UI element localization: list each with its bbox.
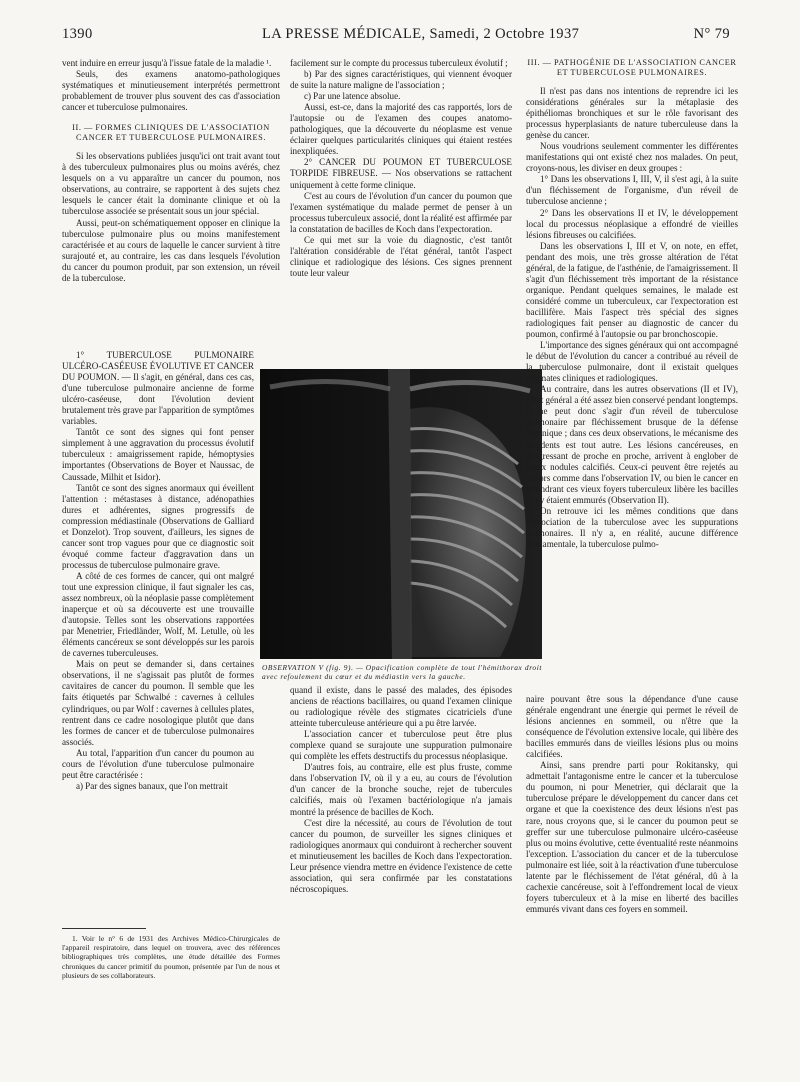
paragraph: Tantôt ce sont des signes anormaux qui éveillent l'attention : métastases à distance, adénopathies dures et adhérentes, signes progressifs de compression médiastinale (Observations de Galliard et Donzelot). Trop souvent, d'ailleurs, les signes de cancer sont trop vagues pour que ce diagnostic soit évoqué comme facteur d'aggravation dans un processus de tuberculose pulmonaire grave.: [62, 482, 254, 570]
paragraph: Mais on peut se demander si, dans certaines observations, il ne s'agissait pas plutôt de formes cavitaires de cancer du poumon. Il semble que les faits étiquetés par Schwalbé : cavernes à cellules cylindriques, ou par Wolf : cavernes à cellules plates, rentrent dans ce cadre nosologique plutôt que dans les formes de cancer et de tuberculose pulmonaires associés.: [62, 659, 254, 747]
paragraph: Dans les observations I, III et V, on note, en effet, pendant des mois, une très grosse altération de l'état général, de la fatigue, de l'asthénie, de l'amaigrissement. Il s'agit d'un fléchissement très important de la résistance organique. Pendant quelques semaines, le malade est considéré comme un tuberculeux, car l'expectoration est bacillifère. Mais l'aspect très spécial des signes radiologiques fait penser au diagnostic de cancer du poumon, confirmé à l'autopsie ou par bronchoscopie.: [526, 240, 738, 340]
journal-title: LA PRESSE MÉDICALE, Samedi, 2 Octobre 1937: [262, 26, 580, 42]
footnote-text: 1. Voir le n° 6 de 1931 des Archives Médico-Chirurgicales de l'appareil respiratoire, dans lequel on trouvera, avec des références bibliographiques très complètes, une étude détaillée des Formes chroniques du cancer primitif du poumon, présentée par l'un de nous et plusieurs de ses collaborateurs.: [62, 934, 280, 980]
paragraph: Au total, l'apparition d'un cancer du poumon au cours de l'évolution d'une tuberculose pulmonaire peut être caractérisée :: [62, 747, 254, 780]
paragraph: 1° Dans les observations I, III, V, il s'est agi, à la suite d'un fléchissement de l'organisme, d'un réveil de tuberculose ancienne ;: [526, 174, 738, 207]
paragraph: facilement sur le compte du processus tuberculeux évolutif ;: [290, 58, 508, 68]
column-1-bottom: [62, 350, 254, 792]
paragraph: C'est dire la nécessité, au cours de l'évolution de tout cancer du poumon, de surveiller les signes cliniques et radiologiques anormaux qui conduiront à rechercher souvent et minutieusement les bacilles de Koch dans l'expectoration. Leur présence viendra mettre en évidence l'existence de cette association, qui sera confirmée par les constatations nécroscopiques.: [290, 817, 512, 894]
paragraph: Ainsi, sans prendre parti pour Rokitansky, qui admettait l'antagonisme entre le cancer et la tuberculose du poumon, ni pour Menetrier, qui déclarait que la tuberculose prépare le développement du cancer dans cet organe et que la coexistence des deux lésions n'est pas rare, nous croyons que, si le cancer du poumon peut se greffer sur une tuberculose pulmonaire ulcéro-caséeuse plus ou moins évolutive, cette éventualité reste néanmoins l'exception. L'association du cancer et de la tuberculose pulmonaire est liée, soit à la réactivation d'une tuberculose latente par le fléchissement de l'état général, dû à la cachexie cancéreuse, soit à l'effondrement local de vieux foyers tuberculeux et à la mise en liberté des bacilles emmurés vivant dans ces foyers en sommeil.: [526, 760, 738, 914]
section-heading-3: III. — PATHOGÉNIE DE L'ASSOCIATION CANCER ET TUBERCULOSE PULMONAIRES.: [527, 58, 737, 77]
paragraph: A côté de ces formes de cancer, qui ont malgré tout une expression clinique, il faut signaler les cas, assez nombreux, où la néoplasie passe complètement inaperçue et où sa découverte est une trouvaille d'autopsie. Telles sont les observations rapportées par Menetrier, Friedländer, Wolf, M. Letulle, où les éléments cancéreux se sont développés sur les parois de cavernes tuberculeuses.: [62, 570, 254, 659]
radiograph-figure: [260, 369, 542, 659]
column-3-top: [526, 58, 738, 550]
paragraph: vent induire en erreur jusqu'à l'issue fatale de la maladie ¹.: [62, 58, 272, 68]
paragraph: L'importance des signes généraux qui ont accompagné le début de l'évolution du cancer a contribué au réveil de la tuberculose pulmonaire, dont il existait quelques stigmates cliniques et radiologiques.: [526, 340, 738, 384]
paragraph: quand il existe, dans le passé des malades, des épisodes anciens de réactions bacillaires, ou quand l'examen clinique ou radiologique révèle des stigmates cicatriciels d'une atteinte tuberculeuse antérieure qui a pu être larvée.: [290, 685, 512, 729]
paragraph: 2° CANCER DU POUMON ET TUBERCULOSE TORPIDE FIBREUSE. — Nos observations se rattachent uniquement à cette forme clinique.: [290, 157, 512, 190]
chest-xray-image: [260, 369, 542, 659]
page-number: 1390: [62, 26, 93, 42]
footnote-rule: [62, 928, 146, 929]
paragraph: c) Par une latence absolue.: [304, 91, 401, 102]
section-heading-2: II. — FORMES CLINIQUES DE L'ASSOCIATION CANCER ET TUBERCULOSE PULMONAIRES.: [72, 123, 270, 143]
paragraph: Seuls, des examens anatomo-pathologiques systématiques et minutieusement interprétés permettront probablement de trouver plus souvent des cas d'association cancer et tuberculose pulmonaires.: [62, 69, 280, 113]
paragraph: On retrouve ici les mêmes conditions que dans l'association de la tuberculose avec les suppurations pulmonaires. Il n'y a, en réalité, aucune différence fondamentale, la tuberculose pulmo-: [526, 505, 738, 549]
paragraph: 1° TUBERCULOSE PULMONAIRE ULCÉRO-CASÉEUSE ÉVOLUTIVE ET CANCER DU POUMON. — Il s'agit, en général, dans ces cas, d'une tuberculose pulmonaire ancienne de forme ulcéro-caséeuse, dont l'évolution devient brutalement très grave par l'apparition de symptômes variables.: [62, 350, 254, 427]
figure-caption: OBSERVATION V (fig. 9). — Opacification complète de tout l'hémithorax droit avec refoulement du cœur et du médiastin vers la gauche.: [262, 663, 542, 681]
paragraph: naire pouvant être sous la dépendance d'une cause générale engendrant une énergie qui permet le réveil de lésions anciennes en sommeil, ou n'être que la conséquence de l'évolution extensive locale, qui libère des bacilles emmurés dans de vieilles lésions plus ou moins calcifiées.: [526, 694, 738, 760]
paragraph: Au contraire, dans les autres observations (II et IV), l'état général a été assez bien conservé pendant longtemps. Il ne peut donc s'agir d'un réveil de tuberculose pulmonaire par fléchissement brusque de la défense organique ; dans ces deux observations, le mécanisme des accidents est tout autre. Les lésions cancéreuses, en progressant de proche en proche, arrivent à englober de vieux nodules calcifiés. Ceux-ci peuvent être rejetés au dehors comme dans l'observation IV, ou bien le cancer en effondrant ces vieux foyers tuberculeux libère les bacilles qui y étaient emmurés (Observation II).: [526, 384, 738, 505]
column-1-top: [62, 58, 280, 284]
paragraph: a) Par des signes banaux, que l'on mettrait: [76, 780, 228, 791]
issue-number: N° 79: [693, 26, 730, 42]
paragraph: Aussi, peut-on schématiquement opposer en clinique la tuberculose pulmonaire plus ou moins manifestement caractérisée et au cours de laquelle le cancer survient à titre surajouté et, au contraire, les cas dans lesquels l'évolution du cancer du poumon produit, par son extension, un réveil de la tuberculose.: [62, 217, 280, 283]
paragraph: 2° Dans les observations II et IV, le développement local du processus néoplasique a effondré de vieilles lésions fibreuses ou calcifiées.: [526, 207, 738, 240]
paragraph: Ce qui met sur la voie du diagnostic, c'est tantôt l'altération considérable de l'état général, tantôt l'aspect clinique et radiologique des lésions. Ces signes prennent toute leur valeur: [290, 234, 512, 278]
paragraph: C'est au cours de l'évolution d'un cancer du poumon que l'examen systématique du malade permet de penser à un processus tuberculeux associé, dont la réalité est affirmée par la constatation de bacilles de Koch dans l'expectoration.: [290, 190, 512, 234]
paragraph: Si les observations publiées jusqu'ici ont trait avant tout à des tuberculeux pulmonaires plus ou moins avérés, chez lesquels on a vu apparaître un cancer du poumon, nos observations, au contraire, se rapportent à des sujets chez lesquels le cancer était la dominante clinique et où la tuberculose associée se présentait sous un jour spécial.: [62, 151, 280, 217]
column-2-top: [290, 58, 512, 279]
paragraph: Aussi, est-ce, dans la majorité des cas rapportés, lors de l'autopsie ou de l'examen des coupes anatomo-pathologiques, que la découverte du néoplasme est venue éclairer quelques particularités cliniques qui étaient restées inexpliquées.: [290, 102, 512, 157]
paragraph: D'autres fois, au contraire, elle est plus fruste, comme dans l'observation IV, où il y a eu, au cours de l'évolution d'un cancer de la bronche souche, rejet de tubercules calcifiés, mais où l'examen bactériologique n'a jamais montré la présence de bacilles de Koch.: [290, 762, 512, 817]
paragraph: L'association cancer et tuberculose peut être plus complexe quand se surajoute une suppuration pulmonaire qui complète les effets destructifs du processus néoplasique.: [290, 729, 512, 762]
column-2-bottom: [290, 685, 512, 895]
paragraph: Nous voudrions seulement commenter les différentes manifestations qui ont existé chez nos malades. On peut, croyons-nous, les diviser en deux groupes :: [526, 141, 738, 174]
paragraph: Il n'est pas dans nos intentions de reprendre ici les considérations générales sur la métaplasie des épithéliomas bronchiques et sur le rôle favorisant des processus hyperplasiants de nature tuberculeuse dans la genèse du cancer.: [526, 86, 738, 141]
column-3-bottom: [526, 694, 738, 915]
paragraph: Tantôt ce sont des signes qui font penser simplement à une aggravation du processus évolutif tuberculeux : amaigrissement rapide, hémoptysies importantes (Observations de Boyer et Naussac, de Caussade, Milhit et Isidor).: [62, 427, 254, 482]
page-header: [62, 26, 730, 46]
paragraph: b) Par des signes caractéristiques, qui viennent évoquer de suite la nature maligne de l'association ;: [290, 69, 512, 91]
footnote: [62, 934, 280, 980]
